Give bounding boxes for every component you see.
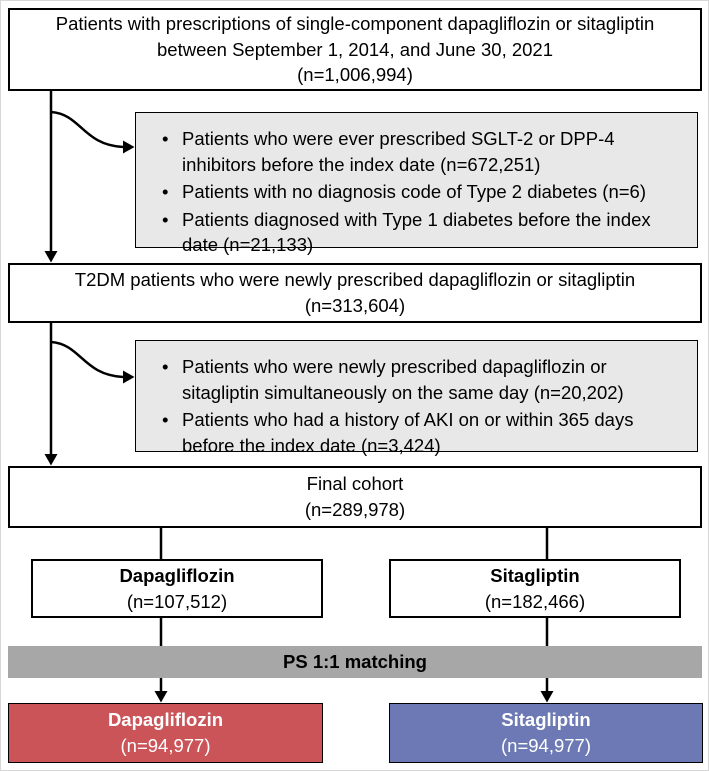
initial-cohort-count: (n=1,006,994) bbox=[297, 64, 413, 86]
sitagliptin-matched-count: (n=94,977) bbox=[501, 735, 591, 756]
sitagliptin-arm-box bbox=[389, 559, 681, 618]
dapagliflozin-arm-box bbox=[31, 559, 323, 618]
arrowhead-down-1 bbox=[45, 251, 58, 263]
ps-matching-bar bbox=[8, 646, 702, 678]
arrowhead-right-2 bbox=[123, 371, 135, 384]
arrowhead-down-3 bbox=[155, 691, 168, 703]
exclusion-list-2 bbox=[136, 341, 697, 470]
exclusion-1-bullet-3: • Patients diagnosed with Type 1 diabetes before the index date (n=21,133) bbox=[158, 207, 681, 258]
exclusion-2-bullet-2: • Patients who had a history of AKI on or within 365 days before the index date (n=3,424) bbox=[158, 407, 681, 458]
arrowhead-down-4 bbox=[541, 691, 554, 703]
final-cohort-label: Final cohort bbox=[306, 473, 404, 495]
exclusion-1-bullet-2: • Patients with no diagnosis code of Type 2 diabetes (n=6) bbox=[158, 179, 681, 205]
initial-cohort-box bbox=[8, 8, 702, 91]
dapagliflozin-arm-title: Dapagliflozin bbox=[119, 564, 235, 586]
sitagliptin-arm-title: Sitagliptin bbox=[490, 564, 580, 586]
final-cohort-box bbox=[8, 466, 702, 528]
dapagliflozin-matched-box bbox=[8, 703, 323, 763]
exclusion-list-1 bbox=[136, 113, 697, 270]
ps-matching-label: PS 1:1 matching bbox=[283, 651, 427, 673]
exclusion-curve-1 bbox=[51, 112, 123, 147]
exclusion-box-1 bbox=[135, 112, 698, 256]
t2dm-cohort-count: (n=313,604) bbox=[304, 295, 406, 316]
final-cohort-count: (n=289,978) bbox=[304, 499, 406, 520]
exclusion-1-bullet-1: • Patients who were ever prescribed SGLT-2 or DPP-4 inhibitors before the index date (n=672,251) bbox=[158, 126, 681, 177]
sitagliptin-matched-title: Sitagliptin bbox=[501, 709, 591, 731]
t2dm-cohort-box bbox=[8, 263, 702, 323]
initial-cohort-line1: Patients with prescriptions of single-component dapagliflozin or sitagliptin bbox=[55, 13, 655, 35]
exclusion-2-bullet-1: • Patients who were newly prescribed dapagliflozin or sitagliptin simultaneously on the same day (n=20,202) bbox=[158, 354, 681, 405]
t2dm-cohort-line1: T2DM patients who were newly prescribed dapagliflozin or sitagliptin bbox=[74, 269, 636, 291]
exclusion-curve-2 bbox=[51, 342, 123, 377]
arrowhead-down-2 bbox=[45, 454, 58, 466]
dapagliflozin-matched-count: (n=94,977) bbox=[120, 735, 211, 756]
sitagliptin-arm-count: (n=182,466) bbox=[484, 590, 586, 612]
arrowhead-right-1 bbox=[123, 141, 135, 154]
dapagliflozin-arm-count: (n=107,512) bbox=[126, 590, 228, 612]
exclusion-box-2 bbox=[135, 340, 698, 456]
dapagliflozin-matched-title: Dapagliflozin bbox=[107, 709, 224, 731]
initial-cohort-line2: between September 1, 2014, and June 30, 2021 bbox=[157, 38, 553, 60]
sitagliptin-matched-box bbox=[389, 703, 703, 763]
